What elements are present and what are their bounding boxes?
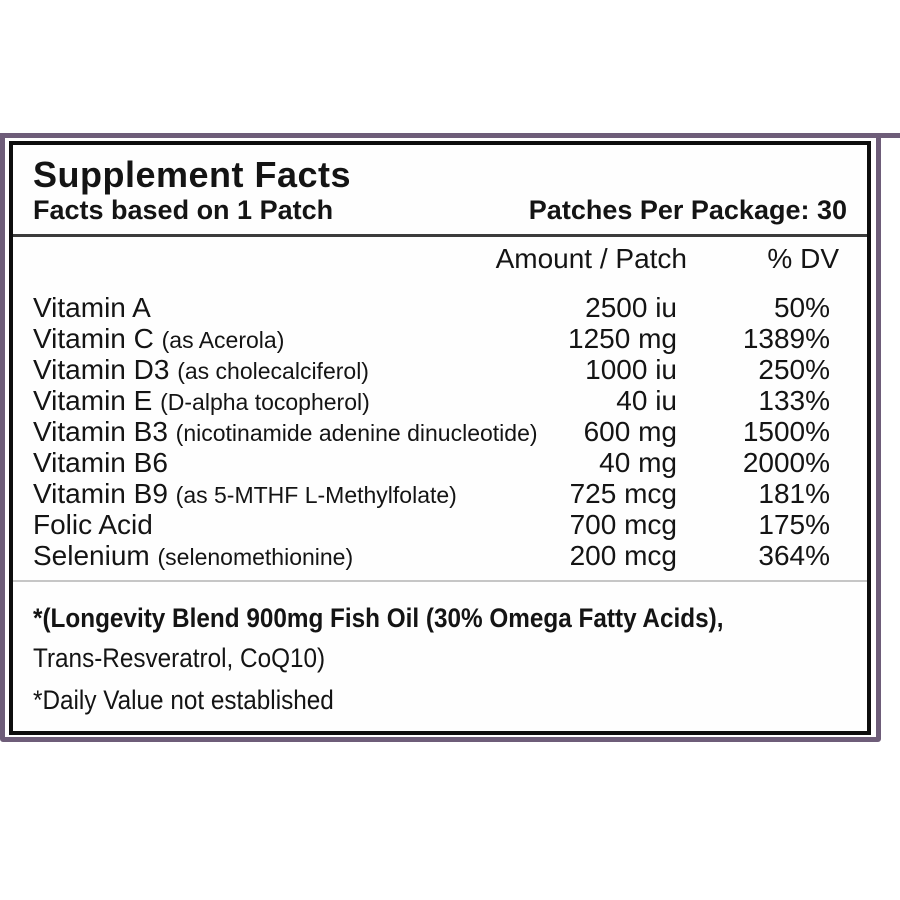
- nutrient-row: [33, 447, 847, 478]
- nutrient-name: Vitamin A: [33, 292, 151, 323]
- amount-column-header: Amount / Patch: [495, 243, 687, 274]
- nutrient-dv: 1500%: [742, 416, 830, 447]
- blend-footnote-line2: Trans-Resveratrol, CoQ10): [33, 643, 326, 673]
- nutrient-dv: 2000%: [742, 447, 830, 478]
- nutrient-amount: 40 iu: [616, 385, 677, 416]
- nutrient-row: [33, 478, 847, 509]
- nutrient-row: [33, 509, 847, 540]
- nutrient-name: Vitamin C (as Acerola): [33, 323, 285, 354]
- blend-footnote-line1: *(Longevity Blend 900mg Fish Oil (30% Omega Fatty Acids),: [33, 603, 724, 633]
- nutrient-amount: 1000 iu: [585, 354, 677, 385]
- nutrient-amount: 40 mg: [599, 447, 677, 478]
- patches-per-package-text: Patches Per Package: 30: [528, 195, 847, 225]
- nutrient-name: Vitamin E (D-alpha tocopherol): [33, 385, 370, 416]
- nutrient-name: Selenium (selenomethionine): [33, 540, 354, 571]
- serving-basis-text: Facts based on 1 Patch: [33, 195, 334, 225]
- nutrient-row: [33, 416, 847, 447]
- nutrient-dv: 133%: [758, 385, 830, 416]
- footnote-divider: [13, 580, 867, 582]
- panel-title: Supplement Facts: [33, 154, 352, 195]
- nutrient-row: [33, 292, 847, 323]
- serving-header-row: [33, 195, 847, 225]
- nutrient-name: Vitamin B9 (as 5-MTHF L-Methylfolate): [33, 478, 457, 509]
- nutrient-amount: 600 mg: [583, 416, 677, 447]
- nutrient-dv: 250%: [758, 354, 830, 385]
- nutrient-row: [33, 385, 847, 416]
- nutrient-amount: 725 mcg: [569, 478, 677, 509]
- nutrient-name: Folic Acid: [33, 509, 153, 540]
- nutrient-name: Vitamin B3 (nicotinamide adenine dinucleotide): [33, 416, 538, 447]
- nutrient-dv: 181%: [758, 478, 830, 509]
- nutrient-name: Vitamin D3 (as cholecalciferol): [33, 354, 369, 385]
- nutrient-row: [33, 323, 847, 354]
- nutrient-dv: 1389%: [742, 323, 830, 354]
- nutrient-amount: 700 mcg: [569, 509, 677, 540]
- column-header-row: [33, 243, 847, 275]
- nutrient-row: [33, 354, 847, 385]
- nutrient-dv: 364%: [758, 540, 830, 571]
- nutrient-table: [33, 292, 847, 571]
- nutrient-dv: 50%: [773, 292, 830, 323]
- header-divider: [13, 234, 867, 237]
- nutrient-amount: 1250 mg: [568, 323, 677, 354]
- nutrient-amount: 200 mcg: [569, 540, 677, 571]
- dv-column-header: % DV: [767, 243, 839, 274]
- supplement-facts-panel: [9, 141, 871, 735]
- purple-top-line: [876, 133, 900, 138]
- nutrient-dv: 175%: [758, 509, 830, 540]
- nutrient-name: Vitamin B6: [33, 447, 168, 478]
- daily-value-footnote: *Daily Value not established: [33, 685, 334, 715]
- nutrient-row: [33, 540, 847, 571]
- nutrient-amount: 2500 iu: [585, 292, 677, 323]
